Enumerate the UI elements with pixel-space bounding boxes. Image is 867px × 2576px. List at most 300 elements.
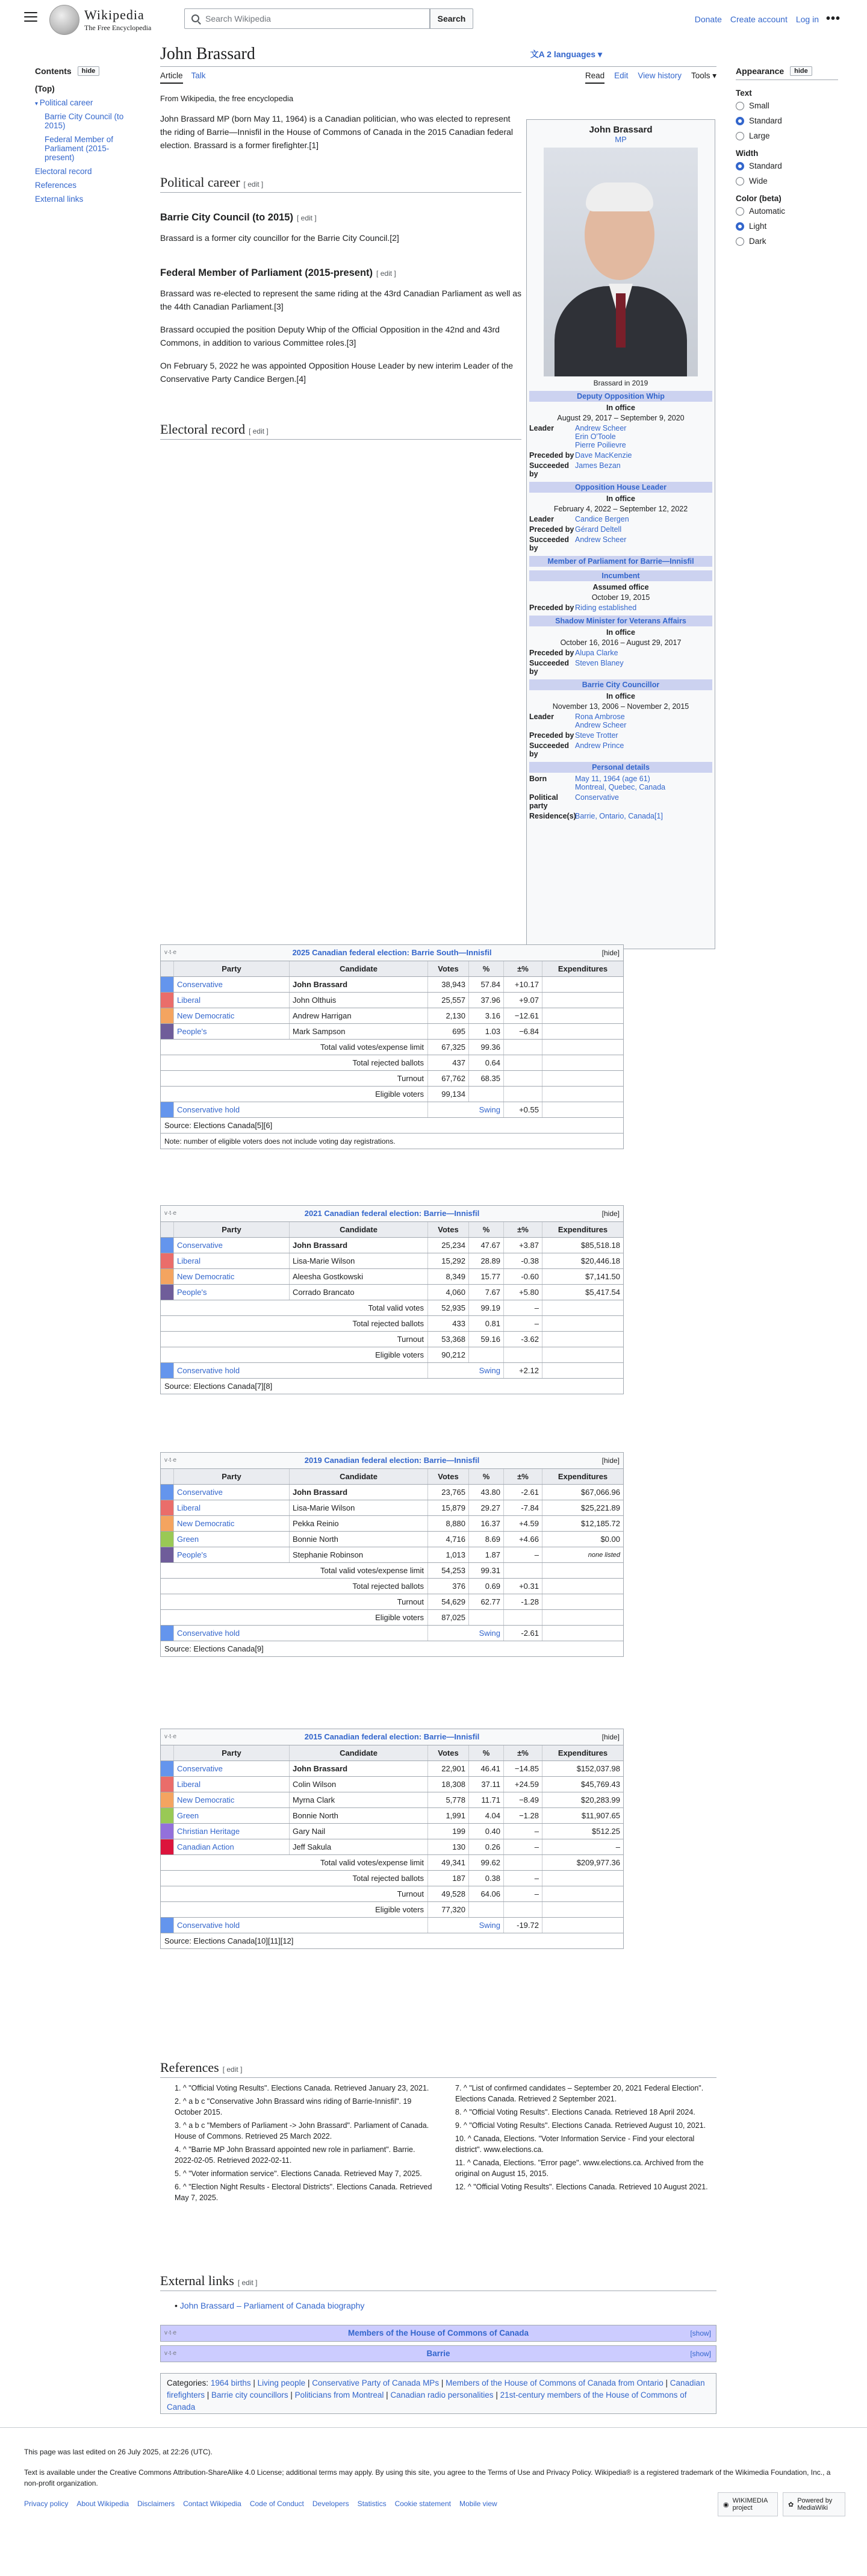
votes: 8,880 bbox=[428, 1516, 469, 1531]
portrait-image[interactable] bbox=[544, 148, 698, 376]
infobox-section-header[interactable]: Personal details bbox=[529, 762, 712, 773]
tools-menu[interactable]: Tools ▾ bbox=[691, 71, 716, 80]
login-link[interactable]: Log in bbox=[795, 14, 819, 24]
navbox-show-button[interactable]: [show] bbox=[690, 2350, 711, 2358]
hide-button[interactable]: [hide] bbox=[601, 1456, 620, 1465]
candidate-name: John Olthuis bbox=[290, 993, 428, 1008]
footer-link[interactable]: Statistics bbox=[357, 2500, 387, 2508]
navbox-title[interactable]: Members of the House of Commons of Canada bbox=[347, 2328, 529, 2337]
reference-item[interactable]: 5. ^ "Voter information service". Elections Canada. Retrieved May 7, 2025. bbox=[175, 2169, 422, 2178]
party-name[interactable]: Conservative bbox=[174, 1761, 290, 1776]
totals-row bbox=[161, 1886, 623, 1901]
external-link[interactable]: John Brassard – Parliament of Canada biography bbox=[179, 2301, 365, 2310]
total-expenditures bbox=[542, 1300, 623, 1315]
party-color-swatch bbox=[161, 1792, 174, 1807]
category-link[interactable]: Barrie city councillors bbox=[211, 2390, 288, 2400]
column-header: Party bbox=[174, 961, 290, 976]
candidate-name: Colin Wilson bbox=[290, 1777, 428, 1792]
infobox-section-header[interactable]: Deputy Opposition Whip bbox=[529, 391, 712, 402]
totals-row bbox=[161, 1901, 623, 1917]
radio-selected-icon bbox=[736, 162, 744, 170]
party-name[interactable]: New Democratic bbox=[174, 1792, 290, 1807]
navbox-show-button[interactable]: [show] bbox=[690, 2329, 711, 2337]
section-heading: External links bbox=[160, 2273, 234, 2288]
reference-item[interactable]: 10. ^ Canada, Elections. "Voter Information Service - Find your electoral district". www.elections.ca. bbox=[455, 2135, 695, 2154]
footer-link[interactable]: Cookie statement bbox=[394, 2500, 451, 2508]
table-row bbox=[161, 1253, 623, 1268]
totals-row bbox=[161, 1347, 623, 1362]
subsection-heading: Federal Member of Parliament (2015-present) bbox=[160, 267, 373, 278]
votes: 15,879 bbox=[428, 1500, 469, 1515]
empty-cell bbox=[542, 1918, 623, 1933]
donate-link[interactable]: Donate bbox=[694, 14, 722, 24]
election-title-bar bbox=[161, 1453, 623, 1468]
reference-item[interactable]: 9. ^ "Official Voting Results". Elections Canada. Retrieved August 10, 2021. bbox=[455, 2121, 706, 2130]
text-small-option[interactable] bbox=[736, 101, 838, 110]
infobox-label: Preceded by bbox=[529, 451, 574, 460]
total-votes: 49,528 bbox=[428, 1886, 469, 1901]
infobox-label: Leader bbox=[529, 713, 554, 721]
infobox-row bbox=[529, 731, 712, 740]
total-votes: 53,368 bbox=[428, 1332, 469, 1347]
reference-item[interactable]: 7. ^ "List of confirmed candidates – September 20, 2021 Federal Election". Elections Canada. Retrieved 2 September 2021. bbox=[455, 2084, 704, 2103]
party-name[interactable]: Liberal bbox=[174, 1253, 290, 1268]
toc-hide-button[interactable]: hide bbox=[78, 66, 100, 76]
party-color-swatch bbox=[161, 993, 174, 1008]
edit-section-link[interactable]: [ edit ] bbox=[222, 2065, 243, 2074]
party-name[interactable]: Canadian Action bbox=[174, 1839, 290, 1854]
column-header: Party bbox=[174, 1222, 290, 1237]
expenditures bbox=[542, 1008, 623, 1023]
infobox-value[interactable]: Candice Bergen bbox=[575, 515, 629, 523]
infobox-row bbox=[529, 812, 712, 820]
party-name[interactable]: Liberal bbox=[174, 1500, 290, 1515]
radio-selected-icon bbox=[736, 222, 744, 231]
toc-item-city-council[interactable]: Barrie City Council (to 2015) bbox=[45, 112, 124, 130]
table-row bbox=[161, 1760, 623, 1776]
election-title-bar bbox=[161, 1729, 623, 1745]
infobox-section-header[interactable]: Opposition House Leader bbox=[529, 482, 712, 493]
election-title[interactable]: 2015 Canadian federal election: Barrie—Innisfil bbox=[304, 1732, 480, 1741]
candidate-name: Andrew Harrigan bbox=[290, 1008, 428, 1023]
navbox-vte[interactable]: v·t·e bbox=[164, 2330, 176, 2336]
totals-row bbox=[161, 1854, 623, 1870]
license-text: Text is available under the Creative Commons Attribution-ShareAlike 4.0 License; additional terms may apply. By using this site, you agree to the Terms of Use and Privacy Policy. Wikipedia® is a registered trademark of the Wikimedia Foundation, Inc., a non-profit organization. bbox=[24, 2468, 831, 2487]
source-line[interactable]: Source: Elections Canada[9] bbox=[161, 1641, 623, 1656]
expenditures: $12,185.72 bbox=[580, 1519, 620, 1528]
party-color-swatch bbox=[161, 1808, 174, 1823]
hold-label[interactable]: Conservative hold bbox=[174, 1102, 428, 1117]
option-label: Standard bbox=[749, 116, 782, 125]
vte-links[interactable]: v·t·e bbox=[164, 1210, 176, 1217]
total-votes: 87,025 bbox=[428, 1610, 469, 1625]
more-options-icon[interactable]: ••• bbox=[825, 12, 841, 25]
table-row bbox=[161, 1268, 623, 1284]
party-name[interactable]: People's bbox=[174, 1024, 290, 1039]
infobox-value[interactable]: Barrie, Ontario, Canada[1] bbox=[575, 812, 663, 820]
category-link[interactable]: Living people bbox=[257, 2378, 306, 2387]
category-link[interactable]: Members of the House of Commons of Canada from Ontario bbox=[446, 2378, 663, 2387]
column-header: % bbox=[469, 1222, 504, 1237]
infobox-sections bbox=[529, 391, 712, 820]
infobox-center-text: In office bbox=[606, 404, 635, 412]
category-link[interactable]: 1964 births bbox=[210, 2378, 251, 2387]
infobox-section-header[interactable]: Incumbent bbox=[529, 570, 712, 581]
election-table bbox=[160, 1205, 624, 1394]
total-votes: 90,212 bbox=[428, 1347, 469, 1362]
total-expenditures bbox=[542, 1871, 623, 1886]
party-name[interactable]: New Democratic bbox=[174, 1269, 290, 1284]
hide-button[interactable]: [hide] bbox=[601, 1733, 620, 1741]
infobox-name: John Brassard bbox=[589, 125, 653, 135]
hide-button[interactable]: [hide] bbox=[601, 949, 620, 957]
infobox-section-header[interactable]: Member of Parliament for Barrie—Innisfil bbox=[529, 556, 712, 567]
width-wide-option[interactable] bbox=[736, 176, 838, 186]
toc-item-external-links[interactable]: External links bbox=[35, 195, 84, 204]
total-expenditures bbox=[542, 1087, 623, 1102]
footer-link[interactable]: Mobile view bbox=[459, 2500, 497, 2508]
hold-label[interactable]: Conservative hold bbox=[174, 1626, 428, 1641]
site-sub: From Wikipedia, the free encyclopedia bbox=[160, 94, 294, 103]
infobox-value[interactable]: Rona Ambrose Andrew Scheer bbox=[575, 713, 627, 729]
source-line[interactable]: Source: Elections Canada[7][8] bbox=[161, 1378, 623, 1394]
badge-label: Powered by MediaWiki bbox=[797, 2497, 833, 2512]
infobox-value[interactable]: Steve Trotter bbox=[575, 731, 618, 740]
toc-item-political-career[interactable]: Political career bbox=[39, 98, 93, 107]
total-change bbox=[504, 1855, 542, 1870]
totals-row bbox=[161, 1070, 623, 1086]
footer-link[interactable]: Contact Wikipedia bbox=[183, 2500, 241, 2508]
infobox-value[interactable]: Steven Blaney bbox=[575, 659, 624, 667]
hide-button[interactable]: [hide] bbox=[601, 1209, 620, 1218]
footer-link[interactable]: Disclaimers bbox=[137, 2500, 175, 2508]
infobox-value[interactable]: Andrew Scheer Erin O'Toole Pierre Poilievre bbox=[575, 424, 627, 449]
category-link[interactable]: Conservative Party of Canada MPs bbox=[312, 2378, 440, 2387]
expenditures: $11,907.65 bbox=[581, 1811, 620, 1820]
expenditures: $0.00 bbox=[600, 1535, 620, 1544]
votes: 4,060 bbox=[428, 1285, 469, 1300]
expenditures: $45,769.43 bbox=[580, 1780, 620, 1789]
reference-column bbox=[455, 2083, 714, 2195]
categories-label[interactable]: Categories: bbox=[167, 2378, 209, 2387]
search-icon bbox=[191, 14, 199, 22]
header-color-cell bbox=[161, 1469, 174, 1484]
total-label: Eligible voters bbox=[161, 1347, 428, 1362]
percent: 28.89 bbox=[469, 1253, 504, 1268]
total-expenditures bbox=[542, 1316, 623, 1331]
logo-title: Wikipedia bbox=[84, 7, 144, 22]
infobox-section-header[interactable]: Shadow Minister for Veterans Affairs bbox=[529, 616, 712, 626]
vte-links[interactable]: v·t·e bbox=[164, 1733, 176, 1740]
percent: 16.37 bbox=[469, 1516, 504, 1531]
total-label: Turnout bbox=[161, 1594, 428, 1609]
table-row bbox=[161, 1515, 623, 1531]
tools-label: Tools bbox=[691, 71, 710, 80]
election-table bbox=[160, 1452, 624, 1657]
candidate-name: Gary Nail bbox=[290, 1824, 428, 1839]
swing-label[interactable]: Swing bbox=[428, 1102, 504, 1117]
radio-icon bbox=[736, 177, 744, 186]
party-color-swatch bbox=[161, 1485, 174, 1500]
empty-cell bbox=[542, 1626, 623, 1641]
candidate-name: Mark Sampson bbox=[290, 1024, 428, 1039]
column-header: ±% bbox=[504, 1745, 542, 1760]
party-color-swatch bbox=[161, 1269, 174, 1284]
infobox-value[interactable]: Gérard Deltell bbox=[575, 525, 622, 534]
tab-article[interactable]: Article bbox=[160, 71, 183, 84]
category-link[interactable]: 21st-century members of the House of Commons of Canada bbox=[167, 2390, 687, 2412]
total-votes: 54,253 bbox=[428, 1563, 469, 1578]
mediawiki-badge[interactable] bbox=[783, 2492, 845, 2516]
total-percent: 0.64 bbox=[469, 1055, 504, 1070]
toc-item-top[interactable]: (Top) bbox=[35, 84, 55, 93]
change: – bbox=[504, 1547, 542, 1562]
text-standard-option[interactable] bbox=[736, 116, 838, 125]
footer-link[interactable]: Code of Conduct bbox=[249, 2500, 304, 2508]
percent: 15.77 bbox=[469, 1269, 504, 1284]
table-row bbox=[161, 1531, 623, 1547]
infobox-post[interactable]: MP bbox=[615, 135, 627, 144]
width-standard-option[interactable] bbox=[736, 161, 838, 170]
infobox-label: Preceded by bbox=[529, 649, 574, 657]
expenditures: $20,283.99 bbox=[580, 1795, 620, 1804]
hold-row bbox=[161, 1102, 623, 1117]
total-expenditures bbox=[542, 1055, 623, 1070]
edit-section-link[interactable]: [ edit ] bbox=[249, 427, 269, 435]
category-link[interactable]: Canadian radio personalities bbox=[390, 2390, 494, 2400]
tab-talk[interactable]: Talk bbox=[191, 71, 206, 80]
party-color-swatch bbox=[161, 1516, 174, 1531]
total-votes: 67,325 bbox=[428, 1040, 469, 1055]
total-label: Total valid votes bbox=[161, 1300, 428, 1315]
infobox-center-text: August 29, 2017 – September 9, 2020 bbox=[557, 414, 685, 422]
infobox-value[interactable]: May 11, 1964 (age 61) Montreal, Quebec, Canada bbox=[575, 775, 666, 791]
toc-item-references[interactable]: References bbox=[35, 181, 77, 190]
total-label: Total rejected ballots bbox=[161, 1316, 428, 1331]
total-votes: 52,935 bbox=[428, 1300, 469, 1315]
candidate-name: Aleesha Gostkowski bbox=[290, 1269, 428, 1284]
tab-read[interactable]: Read bbox=[585, 71, 604, 84]
party-name[interactable]: Green bbox=[174, 1532, 290, 1547]
party-name[interactable]: Conservative bbox=[174, 1238, 290, 1253]
footer-link[interactable]: Developers bbox=[312, 2500, 349, 2508]
table-row bbox=[161, 1023, 623, 1039]
hold-row bbox=[161, 1362, 623, 1378]
edit-section-link[interactable]: [ edit ] bbox=[296, 214, 317, 222]
swing-label[interactable]: Swing bbox=[428, 1363, 504, 1378]
column-header: Votes bbox=[428, 1469, 469, 1484]
infobox-center-text: October 16, 2016 – August 29, 2017 bbox=[560, 638, 682, 647]
color-dark-option[interactable] bbox=[736, 237, 838, 246]
party-name[interactable]: Christian Heritage bbox=[174, 1824, 290, 1839]
reference-item[interactable]: 4. ^ "Barrie MP John Brassard appointed new role in parliament". Barrie. 2022-02-05. Retrieved 2022-02-11. bbox=[175, 2145, 415, 2165]
divider bbox=[160, 66, 716, 67]
party-name[interactable]: Conservative bbox=[174, 977, 290, 992]
color-automatic-option[interactable] bbox=[736, 207, 838, 216]
party-name[interactable]: People's bbox=[174, 1547, 290, 1562]
total-label: Total rejected ballots bbox=[161, 1871, 428, 1886]
election-title[interactable]: 2021 Canadian federal election: Barrie—Innisfil bbox=[304, 1209, 480, 1218]
party-color-swatch bbox=[161, 1824, 174, 1839]
infobox-value[interactable]: Andrew Prince bbox=[575, 741, 624, 750]
total-expenditures bbox=[542, 1332, 623, 1347]
separator: | bbox=[250, 2378, 258, 2387]
change: -0.60 bbox=[504, 1269, 542, 1284]
votes: 695 bbox=[428, 1024, 469, 1039]
totals-row bbox=[161, 1086, 623, 1102]
text-large-option[interactable] bbox=[736, 131, 838, 140]
column-header: Expenditures bbox=[558, 1225, 608, 1234]
party-name[interactable]: Green bbox=[174, 1808, 290, 1823]
infobox-value[interactable]: Alupa Clarke bbox=[575, 649, 618, 657]
infobox-row bbox=[529, 461, 712, 478]
total-change bbox=[504, 1087, 542, 1102]
color-light-option[interactable] bbox=[736, 222, 838, 231]
total-votes: 49,341 bbox=[428, 1855, 469, 1870]
section-heading: Political career bbox=[160, 175, 240, 190]
wikipedia-logo-icon[interactable] bbox=[49, 5, 79, 35]
change: −6.84 bbox=[504, 1024, 542, 1039]
radio-icon bbox=[736, 102, 744, 110]
total-expenditures bbox=[542, 1610, 623, 1625]
party-color-swatch bbox=[161, 1532, 174, 1547]
tab-edit[interactable]: Edit bbox=[614, 71, 629, 80]
table-of-contents bbox=[35, 66, 125, 204]
category-link[interactable]: Canadian firefighters bbox=[167, 2378, 705, 2400]
votes: 25,557 bbox=[428, 993, 469, 1008]
party-color-swatch bbox=[161, 1024, 174, 1039]
expenditures: $25,221.89 bbox=[580, 1503, 620, 1512]
category-link[interactable]: Politicians from Montreal bbox=[294, 2390, 384, 2400]
external-link-item[interactable]: • John Brassard – Parliament of Canada biography bbox=[175, 2301, 365, 2310]
create-account-link[interactable]: Create account bbox=[730, 14, 788, 24]
footer-link[interactable]: About Wikipedia bbox=[76, 2500, 129, 2508]
column-header: Candidate bbox=[290, 1222, 428, 1237]
table-header-row bbox=[161, 961, 623, 976]
hold-label[interactable]: Conservative hold bbox=[174, 1363, 428, 1378]
footer-link[interactable]: Privacy policy bbox=[24, 2500, 69, 2508]
main-menu-icon[interactable] bbox=[24, 12, 37, 23]
radio-selected-icon bbox=[736, 117, 744, 125]
tab-view-history[interactable]: View history bbox=[638, 71, 682, 80]
election-title[interactable]: 2025 Canadian federal election: Barrie South—Innisfil bbox=[292, 948, 492, 957]
reference-item[interactable]: 8. ^ "Official Voting Results". Elections Canada. Retrieved 18 April 2024. bbox=[455, 2108, 695, 2116]
section-electoral-record bbox=[160, 422, 521, 440]
change: −14.85 bbox=[504, 1761, 542, 1776]
swing-label[interactable]: Swing bbox=[428, 1918, 504, 1933]
reference-item[interactable]: 11. ^ Canada, Elections. "Error page". www.elections.ca. Archived from the original on August 15, 2015. bbox=[455, 2159, 704, 2178]
reference-item[interactable]: 6. ^ "Election Night Results - Electoral Districts". Elections Canada. Retrieved May 7, 2025. bbox=[175, 2183, 432, 2202]
totals-row bbox=[161, 1562, 623, 1578]
infobox-value[interactable]: Andrew Scheer bbox=[575, 535, 627, 544]
appearance-hide-button[interactable]: hide bbox=[790, 66, 812, 76]
election-title[interactable]: 2019 Canadian federal election: Barrie—Innisfil bbox=[304, 1456, 480, 1465]
totals-row bbox=[161, 1870, 623, 1886]
separator: | bbox=[493, 2390, 500, 2400]
vte-links[interactable]: v·t·e bbox=[164, 949, 176, 956]
total-percent: 62.77 bbox=[469, 1594, 504, 1609]
wikimedia-badge[interactable] bbox=[718, 2492, 778, 2516]
toc-toggle-icon[interactable]: ▾ bbox=[35, 101, 40, 107]
party-name[interactable]: Liberal bbox=[174, 1777, 290, 1792]
reference-column bbox=[175, 2083, 434, 2206]
infobox-value[interactable]: Dave MacKenzie bbox=[575, 451, 632, 460]
hold-label[interactable]: Conservative hold bbox=[174, 1918, 428, 1933]
language-count: 2 languages bbox=[547, 49, 596, 59]
infobox-center-text: In office bbox=[606, 628, 635, 637]
search-button[interactable]: Search bbox=[430, 8, 473, 29]
total-label: Total valid votes/expense limit bbox=[161, 1040, 428, 1055]
candidate-name: John Brassard bbox=[290, 1485, 428, 1500]
table-row bbox=[161, 1807, 623, 1823]
total-percent: 59.16 bbox=[469, 1332, 504, 1347]
navbox-vte[interactable]: v·t·e bbox=[164, 2350, 176, 2357]
expenditures: $5,417.54 bbox=[585, 1288, 620, 1297]
reference-item[interactable]: 1. ^ "Official Voting Results". Elections Canada. Retrieved January 23, 2021. bbox=[175, 2084, 429, 2092]
candidate-name: Lisa-Marie Wilson bbox=[290, 1500, 428, 1515]
wikipedia-wordmark[interactable] bbox=[84, 7, 151, 33]
toc-item-electoral-record[interactable]: Electoral record bbox=[35, 167, 92, 176]
language-button[interactable]: 文A 2 languages ▾ bbox=[530, 49, 602, 59]
image-caption: Brassard in 2019 bbox=[593, 379, 648, 387]
percent: 3.16 bbox=[469, 1008, 504, 1023]
swing-label[interactable]: Swing bbox=[428, 1626, 504, 1641]
party-name[interactable]: New Democratic bbox=[174, 1516, 290, 1531]
total-percent bbox=[469, 1610, 504, 1625]
source-line[interactable]: Source: Elections Canada[5][6] bbox=[161, 1117, 623, 1133]
edit-section-link[interactable]: [ edit ] bbox=[376, 269, 396, 278]
navbox-title[interactable]: Barrie bbox=[426, 2349, 450, 2358]
source-line[interactable]: Source: Elections Canada[10][11][12] bbox=[161, 1933, 623, 1948]
infobox-row bbox=[529, 741, 712, 758]
appearance-panel bbox=[736, 66, 838, 252]
total-percent bbox=[469, 1902, 504, 1917]
infobox-section-header[interactable]: Barrie City Councillor bbox=[529, 679, 712, 690]
change: −1.28 bbox=[504, 1808, 542, 1823]
expenditures: – bbox=[615, 1842, 620, 1851]
party-name[interactable]: New Democratic bbox=[174, 1008, 290, 1023]
total-votes: 99,134 bbox=[428, 1087, 469, 1102]
table-row bbox=[161, 1500, 623, 1515]
votes: 1,991 bbox=[428, 1808, 469, 1823]
infobox-value[interactable]: Riding established bbox=[575, 603, 637, 612]
reference-item[interactable]: 12. ^ "Official Voting Results". Elections Canada. Retrieved 10 August 2021. bbox=[455, 2183, 708, 2191]
option-label: Automatic bbox=[749, 207, 786, 216]
reference-item[interactable]: 3. ^ a b c "Members of Parliament -> John Brassard". Parliament of Canada. House of Commons. Retrieved 25 March 2022. bbox=[175, 2121, 429, 2141]
edit-section-link[interactable]: [ edit ] bbox=[237, 2278, 258, 2287]
expenditures: $20,446.18 bbox=[580, 1256, 620, 1265]
expenditures bbox=[542, 977, 623, 992]
party-name[interactable]: Conservative bbox=[174, 1485, 290, 1500]
party-name[interactable]: Liberal bbox=[174, 993, 290, 1008]
search-placeholder: Search Wikipedia bbox=[205, 14, 271, 23]
section-city-council bbox=[160, 212, 317, 223]
toc-item-federal-mp[interactable]: Federal Member of Parliament (2015-present) bbox=[45, 135, 114, 162]
infobox-value[interactable]: James Bezan bbox=[575, 461, 621, 470]
totals-row bbox=[161, 1594, 623, 1609]
reference-item[interactable]: 2. ^ a b c "Conservative John Brassard wins riding of Barrie-Innisfil". 19 October 2015. bbox=[175, 2097, 412, 2116]
text-size-label: Text bbox=[736, 89, 752, 98]
party-name[interactable]: People's bbox=[174, 1285, 290, 1300]
vte-links[interactable]: v·t·e bbox=[164, 1457, 176, 1464]
total-expenditures bbox=[542, 1071, 623, 1086]
edit-section-link[interactable]: [ edit ] bbox=[243, 180, 264, 189]
search-input[interactable] bbox=[184, 8, 430, 29]
percent: 37.96 bbox=[469, 993, 504, 1008]
totals-row bbox=[161, 1578, 623, 1594]
column-header: % bbox=[469, 961, 504, 976]
infobox-value[interactable]: Conservative bbox=[575, 793, 619, 802]
